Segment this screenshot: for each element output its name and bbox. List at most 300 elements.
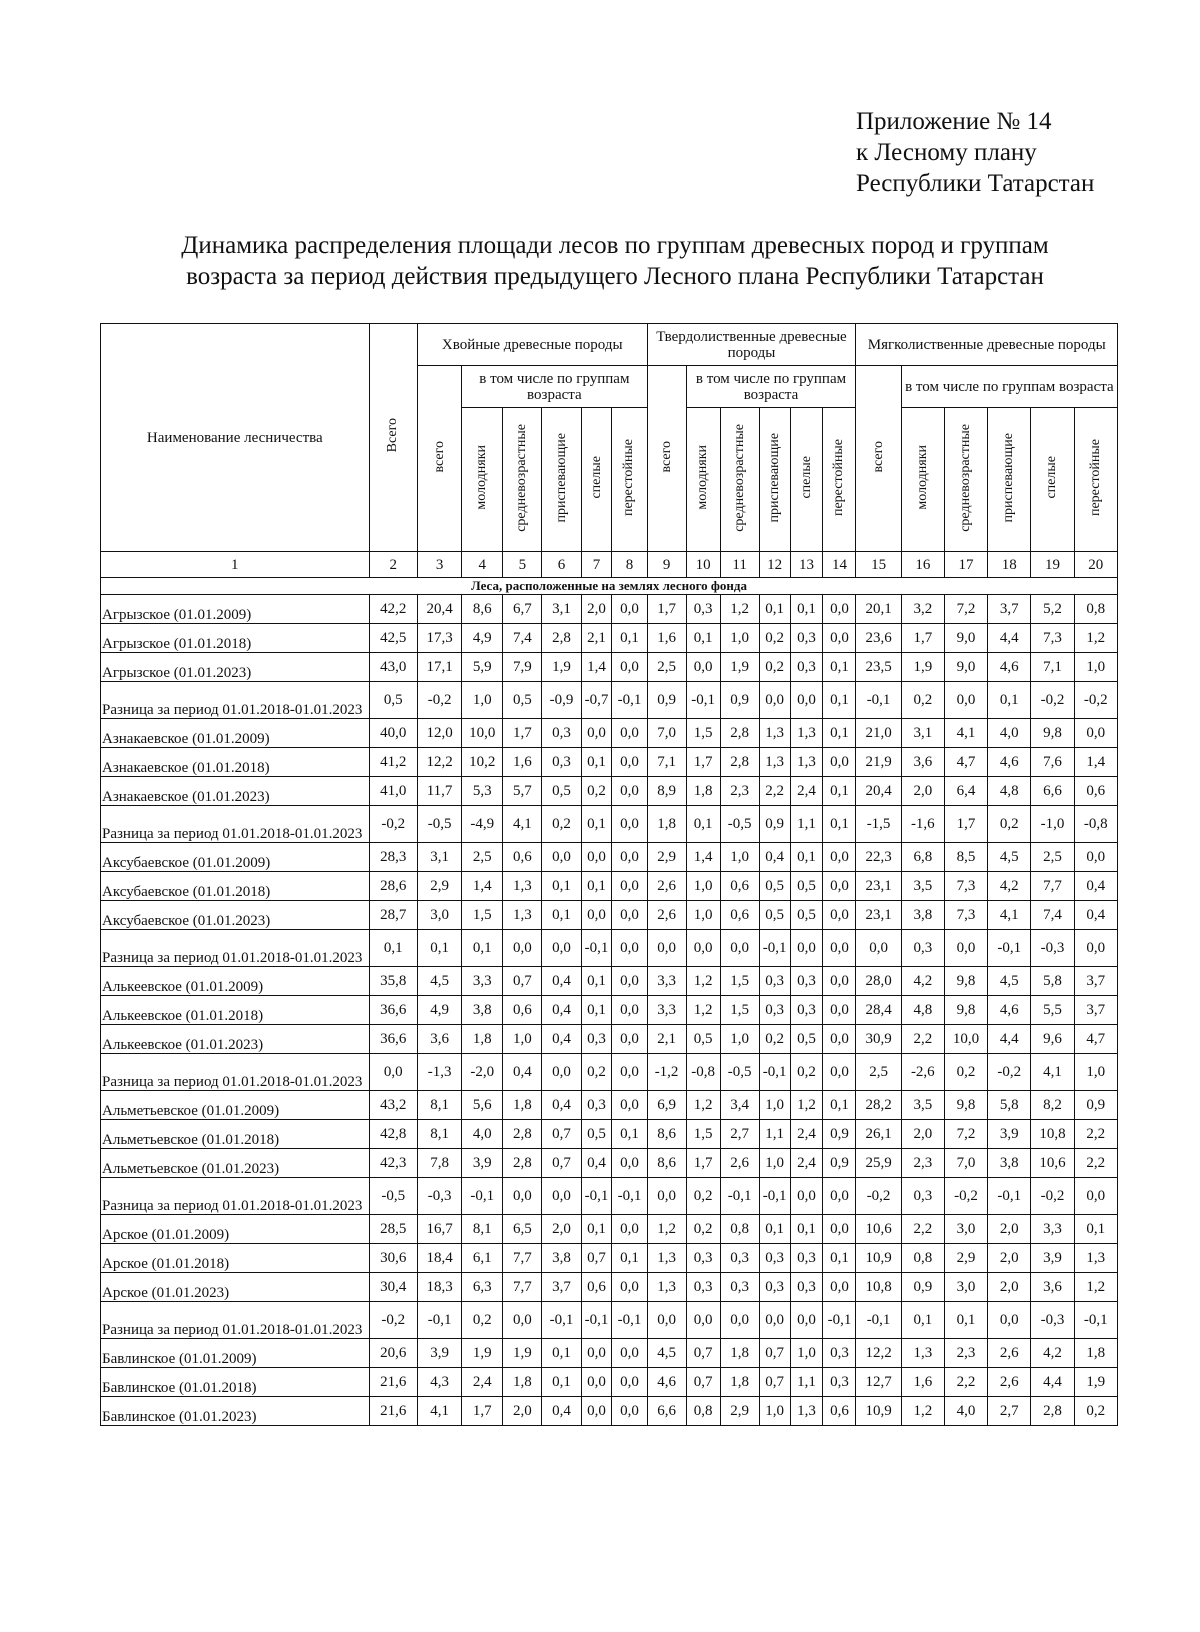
appendix-republic: Республики Татарстан <box>856 170 1095 197</box>
value-cell: 4,5 <box>647 1339 686 1368</box>
value-cell: 0,0 <box>581 901 612 930</box>
value-cell: 1,3 <box>1074 1244 1117 1273</box>
value-cell: 10,0 <box>944 1025 987 1054</box>
value-cell: 3,5 <box>901 872 944 901</box>
value-cell: 7,4 <box>1031 901 1074 930</box>
value-cell: 9,0 <box>944 653 987 682</box>
value-cell: -0,3 <box>1031 930 1074 967</box>
forestry-name-cell: Разница за период 01.01.2018-01.01.2023 <box>101 1302 370 1339</box>
value-cell: 4,4 <box>1031 1368 1074 1397</box>
value-cell: 0,8 <box>1074 595 1117 624</box>
value-cell: 1,6 <box>901 1368 944 1397</box>
value-cell: 0,2 <box>988 806 1031 843</box>
value-cell: 2,9 <box>417 872 461 901</box>
value-cell: 1,0 <box>686 872 720 901</box>
value-cell: 0,0 <box>612 777 647 806</box>
value-cell: 0,2 <box>542 806 581 843</box>
value-cell: 0,0 <box>647 1178 686 1215</box>
table-row <box>101 996 1118 1025</box>
value-cell: 0,4 <box>542 1091 581 1120</box>
value-cell: 0,0 <box>823 1025 856 1054</box>
value-cell: -0,1 <box>720 1178 759 1215</box>
header-conifer-total: всего <box>417 366 461 552</box>
value-cell: 4,9 <box>462 624 503 653</box>
header-age-class-cell <box>901 408 944 552</box>
header-age-class-label: приспевающие <box>766 432 782 523</box>
value-cell: 1,8 <box>686 777 720 806</box>
value-cell: 3,9 <box>988 1120 1031 1149</box>
value-cell: 0,3 <box>581 1091 612 1120</box>
value-cell: 0,2 <box>686 1215 720 1244</box>
value-cell: 2,2 <box>944 1368 987 1397</box>
value-cell: 3,1 <box>542 595 581 624</box>
value-cell: 0,0 <box>823 624 856 653</box>
value-cell: 0,1 <box>369 930 417 967</box>
value-cell: 1,2 <box>1074 624 1117 653</box>
header-total-column <box>369 324 417 552</box>
forest-distribution-table <box>100 323 1118 1426</box>
value-cell: 2,8 <box>542 624 581 653</box>
column-number: 10 <box>686 552 720 578</box>
title-line-2: возраста за период действия предыдущего Лесного плана Республики Татарстан <box>186 263 1044 290</box>
value-cell: 1,5 <box>686 719 720 748</box>
value-cell: 8,9 <box>647 777 686 806</box>
value-cell: 2,2 <box>901 1215 944 1244</box>
forestry-name-cell: Агрызское (01.01.2023) <box>101 653 370 682</box>
value-cell: 1,3 <box>790 719 823 748</box>
value-cell: 0,3 <box>720 1273 759 1302</box>
difference-row <box>101 930 1118 967</box>
value-cell: 1,3 <box>790 748 823 777</box>
table-row <box>101 1397 1118 1426</box>
value-cell: 0,3 <box>759 967 790 996</box>
value-cell: 3,0 <box>944 1215 987 1244</box>
column-number: 14 <box>823 552 856 578</box>
value-cell: 7,3 <box>944 901 987 930</box>
header-age-class-label: перестойные <box>621 438 637 517</box>
value-cell: 9,8 <box>944 996 987 1025</box>
appendix-block <box>856 106 1094 199</box>
value-cell: 0,3 <box>542 748 581 777</box>
value-cell: 1,8 <box>720 1339 759 1368</box>
table-row <box>101 1244 1118 1273</box>
value-cell: 0,0 <box>612 1149 647 1178</box>
value-cell: 3,9 <box>462 1149 503 1178</box>
value-cell: 16,7 <box>417 1215 461 1244</box>
value-cell: 1,0 <box>720 624 759 653</box>
value-cell: 1,1 <box>790 1368 823 1397</box>
value-cell: 0,2 <box>759 1025 790 1054</box>
value-cell: 0,3 <box>759 996 790 1025</box>
value-cell: 0,1 <box>823 653 856 682</box>
value-cell: 9,0 <box>944 624 987 653</box>
forestry-name-cell: Алькеевское (01.01.2018) <box>101 996 370 1025</box>
value-cell: 0,7 <box>686 1368 720 1397</box>
value-cell: -1,0 <box>1031 806 1074 843</box>
value-cell: 0,1 <box>542 872 581 901</box>
value-cell: 41,0 <box>369 777 417 806</box>
value-cell: 0,0 <box>720 1302 759 1339</box>
value-cell: -1,6 <box>901 806 944 843</box>
header-age-class-label: молодняки <box>695 445 711 510</box>
header-age-class-cell <box>944 408 987 552</box>
value-cell: 0,9 <box>823 1120 856 1149</box>
value-cell: 8,1 <box>417 1091 461 1120</box>
value-cell: 1,3 <box>503 872 542 901</box>
value-cell: 21,6 <box>369 1397 417 1426</box>
forestry-name-cell: Алькеевское (01.01.2023) <box>101 1025 370 1054</box>
value-cell: 2,1 <box>581 624 612 653</box>
value-cell: 21,6 <box>369 1368 417 1397</box>
forestry-name-cell: Азнакаевское (01.01.2023) <box>101 777 370 806</box>
value-cell: 0,1 <box>790 843 823 872</box>
value-cell: 1,2 <box>1074 1273 1117 1302</box>
appendix-reference: к Лесному плану <box>856 139 1037 166</box>
value-cell: 0,1 <box>823 806 856 843</box>
value-cell: 1,8 <box>503 1368 542 1397</box>
value-cell: 2,7 <box>988 1397 1031 1426</box>
value-cell: 8,2 <box>1031 1091 1074 1120</box>
column-number: 9 <box>647 552 686 578</box>
value-cell: 0,5 <box>369 682 417 719</box>
header-age-class-cell <box>759 408 790 552</box>
header-age-class-cell <box>612 408 647 552</box>
forestry-name-cell: Арское (01.01.2018) <box>101 1244 370 1273</box>
value-cell: 0,9 <box>823 1149 856 1178</box>
value-cell: 0,0 <box>944 930 987 967</box>
value-cell: 3,6 <box>1031 1273 1074 1302</box>
forestry-name-cell: Аксубаевское (01.01.2023) <box>101 901 370 930</box>
value-cell: 6,5 <box>503 1215 542 1244</box>
value-cell: 10,6 <box>856 1215 901 1244</box>
header-age-class-cell <box>988 408 1031 552</box>
table-row <box>101 1339 1118 1368</box>
value-cell: 0,1 <box>686 624 720 653</box>
column-number: 7 <box>581 552 612 578</box>
value-cell: 4,0 <box>988 719 1031 748</box>
forestry-name-cell: Арское (01.01.2009) <box>101 1215 370 1244</box>
value-cell: 25,9 <box>856 1149 901 1178</box>
value-cell: 8,1 <box>462 1215 503 1244</box>
value-cell: 0,9 <box>647 682 686 719</box>
value-cell: 4,6 <box>988 748 1031 777</box>
value-cell: -0,2 <box>856 1178 901 1215</box>
value-cell: 3,3 <box>647 967 686 996</box>
value-cell: 2,8 <box>503 1120 542 1149</box>
value-cell: -0,2 <box>417 682 461 719</box>
header-group-softwood: Мягколиственные древесные породы <box>856 324 1118 366</box>
value-cell: 9,8 <box>944 1091 987 1120</box>
value-cell: 1,4 <box>462 872 503 901</box>
value-cell: 0,3 <box>686 595 720 624</box>
column-number: 18 <box>988 552 1031 578</box>
value-cell: 7,0 <box>944 1149 987 1178</box>
value-cell: 1,1 <box>759 1120 790 1149</box>
value-cell: 0,1 <box>944 1302 987 1339</box>
value-cell: 0,0 <box>823 1178 856 1215</box>
value-cell: 4,1 <box>988 901 1031 930</box>
value-cell: 3,8 <box>542 1244 581 1273</box>
value-cell: 42,3 <box>369 1149 417 1178</box>
value-cell: 0,2 <box>944 1054 987 1091</box>
value-cell: 7,8 <box>417 1149 461 1178</box>
value-cell: 7,9 <box>503 653 542 682</box>
value-cell: 0,7 <box>542 1149 581 1178</box>
value-cell: 3,7 <box>988 595 1031 624</box>
value-cell: 1,0 <box>759 1149 790 1178</box>
value-cell: 1,9 <box>542 653 581 682</box>
forestry-name-cell: Бавлинское (01.01.2018) <box>101 1368 370 1397</box>
value-cell: 42,8 <box>369 1120 417 1149</box>
value-cell: 3,9 <box>417 1339 461 1368</box>
value-cell: 12,2 <box>417 748 461 777</box>
value-cell: 2,9 <box>944 1244 987 1273</box>
value-cell: 4,3 <box>417 1368 461 1397</box>
value-cell: 0,1 <box>901 1302 944 1339</box>
value-cell: 3,5 <box>901 1091 944 1120</box>
value-cell: 7,6 <box>1031 748 1074 777</box>
value-cell: 43,2 <box>369 1091 417 1120</box>
value-cell: 12,7 <box>856 1368 901 1397</box>
value-cell: 0,4 <box>542 1397 581 1426</box>
value-cell: 2,4 <box>462 1368 503 1397</box>
value-cell: 0,0 <box>1074 930 1117 967</box>
value-cell: 35,8 <box>369 967 417 996</box>
value-cell: 6,9 <box>647 1091 686 1120</box>
value-cell: 0,6 <box>1074 777 1117 806</box>
value-cell: 1,8 <box>720 1368 759 1397</box>
value-cell: 0,6 <box>720 872 759 901</box>
value-cell: -0,1 <box>856 682 901 719</box>
value-cell: 2,0 <box>988 1273 1031 1302</box>
value-cell: 2,5 <box>462 843 503 872</box>
value-cell: 4,0 <box>462 1120 503 1149</box>
value-cell: 1,3 <box>503 901 542 930</box>
value-cell: 1,7 <box>647 595 686 624</box>
value-cell: 0,0 <box>612 967 647 996</box>
forestry-name-cell: Разница за период 01.01.2018-01.01.2023 <box>101 806 370 843</box>
value-cell: 1,3 <box>647 1273 686 1302</box>
value-cell: 28,6 <box>369 872 417 901</box>
value-cell: 0,1 <box>1074 1215 1117 1244</box>
value-cell: 0,4 <box>1074 872 1117 901</box>
value-cell: -0,1 <box>581 1178 612 1215</box>
value-cell: 3,3 <box>1031 1215 1074 1244</box>
value-cell: 6,3 <box>462 1273 503 1302</box>
title-line-1: Динамика распределения площади лесов по группам древесных пород и группам <box>181 232 1049 259</box>
value-cell: 23,1 <box>856 872 901 901</box>
header-age-class-label: приспевающие <box>553 432 569 523</box>
difference-row <box>101 1302 1118 1339</box>
value-cell: 0,1 <box>417 930 461 967</box>
column-number: 13 <box>790 552 823 578</box>
value-cell: 2,4 <box>790 1120 823 1149</box>
value-cell: 0,0 <box>503 1302 542 1339</box>
value-cell: 0,1 <box>823 1244 856 1273</box>
value-cell: 0,7 <box>503 967 542 996</box>
value-cell: 0,9 <box>759 806 790 843</box>
header-age-class-cell <box>720 408 759 552</box>
value-cell: 0,6 <box>581 1273 612 1302</box>
table-row <box>101 967 1118 996</box>
value-cell: -0,2 <box>1074 682 1117 719</box>
value-cell: 4,2 <box>1031 1339 1074 1368</box>
value-cell: 1,5 <box>462 901 503 930</box>
value-cell: 2,2 <box>901 1025 944 1054</box>
value-cell: 0,0 <box>581 843 612 872</box>
value-cell: 1,6 <box>647 624 686 653</box>
value-cell: 0,1 <box>581 1215 612 1244</box>
forestry-name-cell: Агрызское (01.01.2009) <box>101 595 370 624</box>
column-number: 4 <box>462 552 503 578</box>
value-cell: 3,4 <box>720 1091 759 1120</box>
value-cell: 4,6 <box>988 653 1031 682</box>
value-cell: 6,1 <box>462 1244 503 1273</box>
value-cell: 0,3 <box>581 1025 612 1054</box>
value-cell: 2,6 <box>647 872 686 901</box>
value-cell: 1,3 <box>901 1339 944 1368</box>
value-cell: 8,5 <box>944 843 987 872</box>
value-cell: 4,8 <box>988 777 1031 806</box>
value-cell: -0,2 <box>1031 1178 1074 1215</box>
value-cell: 18,4 <box>417 1244 461 1273</box>
value-cell: 3,8 <box>901 901 944 930</box>
value-cell: 0,4 <box>1074 901 1117 930</box>
value-cell: 0,2 <box>1074 1397 1117 1426</box>
value-cell: 28,2 <box>856 1091 901 1120</box>
value-cell: 7,7 <box>503 1273 542 1302</box>
column-number: 16 <box>901 552 944 578</box>
table-row <box>101 1091 1118 1120</box>
value-cell: -0,2 <box>988 1054 1031 1091</box>
value-cell: 1,8 <box>503 1091 542 1120</box>
value-cell: 2,4 <box>790 1149 823 1178</box>
value-cell: 0,4 <box>759 843 790 872</box>
value-cell: 0,3 <box>823 1368 856 1397</box>
value-cell: 0,0 <box>823 1215 856 1244</box>
header-age-class-cell <box>790 408 823 552</box>
value-cell: 4,8 <box>901 996 944 1025</box>
value-cell: 2,2 <box>1074 1120 1117 1149</box>
header-softwood-age-groups: в том числе по группам возраста <box>901 366 1117 408</box>
value-cell: 0,5 <box>759 872 790 901</box>
value-cell: 2,0 <box>503 1397 542 1426</box>
forestry-name-cell: Альметьевское (01.01.2009) <box>101 1091 370 1120</box>
header-group-conifer: Хвойные древесные породы <box>417 324 647 366</box>
value-cell: 0,0 <box>542 843 581 872</box>
value-cell: 1,3 <box>647 1244 686 1273</box>
value-cell: 0,0 <box>823 595 856 624</box>
value-cell: 0,0 <box>823 1054 856 1091</box>
value-cell: 3,8 <box>462 996 503 1025</box>
header-age-class-label: молодняки <box>474 445 490 510</box>
value-cell: 28,5 <box>369 1215 417 1244</box>
value-cell: 7,1 <box>1031 653 1074 682</box>
value-cell: 30,4 <box>369 1273 417 1302</box>
forestry-name-cell: Агрызское (01.01.2018) <box>101 624 370 653</box>
difference-row <box>101 682 1118 719</box>
value-cell: 4,7 <box>1074 1025 1117 1054</box>
value-cell: 0,8 <box>686 1397 720 1426</box>
value-cell: 0,0 <box>612 748 647 777</box>
value-cell: 2,0 <box>988 1215 1031 1244</box>
value-cell: 0,0 <box>612 719 647 748</box>
value-cell: 0,2 <box>901 682 944 719</box>
value-cell: 0,1 <box>581 872 612 901</box>
value-cell: 1,9 <box>901 653 944 682</box>
value-cell: 0,4 <box>503 1054 542 1091</box>
value-cell: 0,0 <box>823 930 856 967</box>
value-cell: 0,1 <box>823 777 856 806</box>
value-cell: 0,0 <box>823 843 856 872</box>
header-conifer-age-groups: в том числе по группам возраста <box>462 366 647 408</box>
table-row <box>101 1025 1118 1054</box>
value-cell: -0,5 <box>720 1054 759 1091</box>
value-cell: 4,2 <box>988 872 1031 901</box>
table-row <box>101 595 1118 624</box>
forestry-name-cell: Бавлинское (01.01.2009) <box>101 1339 370 1368</box>
value-cell: 2,5 <box>856 1054 901 1091</box>
value-cell: 0,1 <box>759 1215 790 1244</box>
value-cell: 0,0 <box>686 653 720 682</box>
value-cell: 0,3 <box>686 1244 720 1273</box>
value-cell: 6,6 <box>1031 777 1074 806</box>
header-age-class-cell <box>1031 408 1074 552</box>
value-cell: 3,1 <box>417 843 461 872</box>
value-cell: 4,1 <box>503 806 542 843</box>
value-cell: 1,2 <box>901 1397 944 1426</box>
value-cell: 30,9 <box>856 1025 901 1054</box>
header-softwood-total: всего <box>856 366 901 552</box>
value-cell: 0,4 <box>581 1149 612 1178</box>
value-cell: 42,5 <box>369 624 417 653</box>
value-cell: -1,5 <box>856 806 901 843</box>
value-cell: -0,1 <box>581 930 612 967</box>
value-cell: 7,2 <box>944 1120 987 1149</box>
header-age-class-cell <box>581 408 612 552</box>
value-cell: 0,1 <box>823 719 856 748</box>
value-cell: 1,2 <box>720 595 759 624</box>
value-cell: 0,0 <box>988 1302 1031 1339</box>
value-cell: 3,6 <box>901 748 944 777</box>
value-cell: 0,0 <box>823 967 856 996</box>
value-cell: 2,1 <box>647 1025 686 1054</box>
value-cell: 0,0 <box>823 996 856 1025</box>
value-cell: 0,0 <box>1074 1178 1117 1215</box>
table-row <box>101 719 1118 748</box>
value-cell: 7,1 <box>647 748 686 777</box>
value-cell: 0,0 <box>720 930 759 967</box>
value-cell: -0,2 <box>369 1302 417 1339</box>
value-cell: 1,5 <box>720 967 759 996</box>
value-cell: 11,7 <box>417 777 461 806</box>
value-cell: 0,5 <box>686 1025 720 1054</box>
value-cell: 0,7 <box>759 1339 790 1368</box>
value-cell: 7,0 <box>647 719 686 748</box>
header-age-class-label: спелые <box>798 456 814 499</box>
value-cell: 7,3 <box>1031 624 1074 653</box>
value-cell: 0,5 <box>503 682 542 719</box>
value-cell: -0,5 <box>369 1178 417 1215</box>
value-cell: 3,1 <box>901 719 944 748</box>
value-cell: 0,2 <box>790 1054 823 1091</box>
value-cell: 1,9 <box>720 653 759 682</box>
value-cell: 43,0 <box>369 653 417 682</box>
value-cell: 1,7 <box>901 624 944 653</box>
value-cell: 0,3 <box>790 624 823 653</box>
value-cell: 0,3 <box>542 719 581 748</box>
value-cell: -0,5 <box>720 806 759 843</box>
